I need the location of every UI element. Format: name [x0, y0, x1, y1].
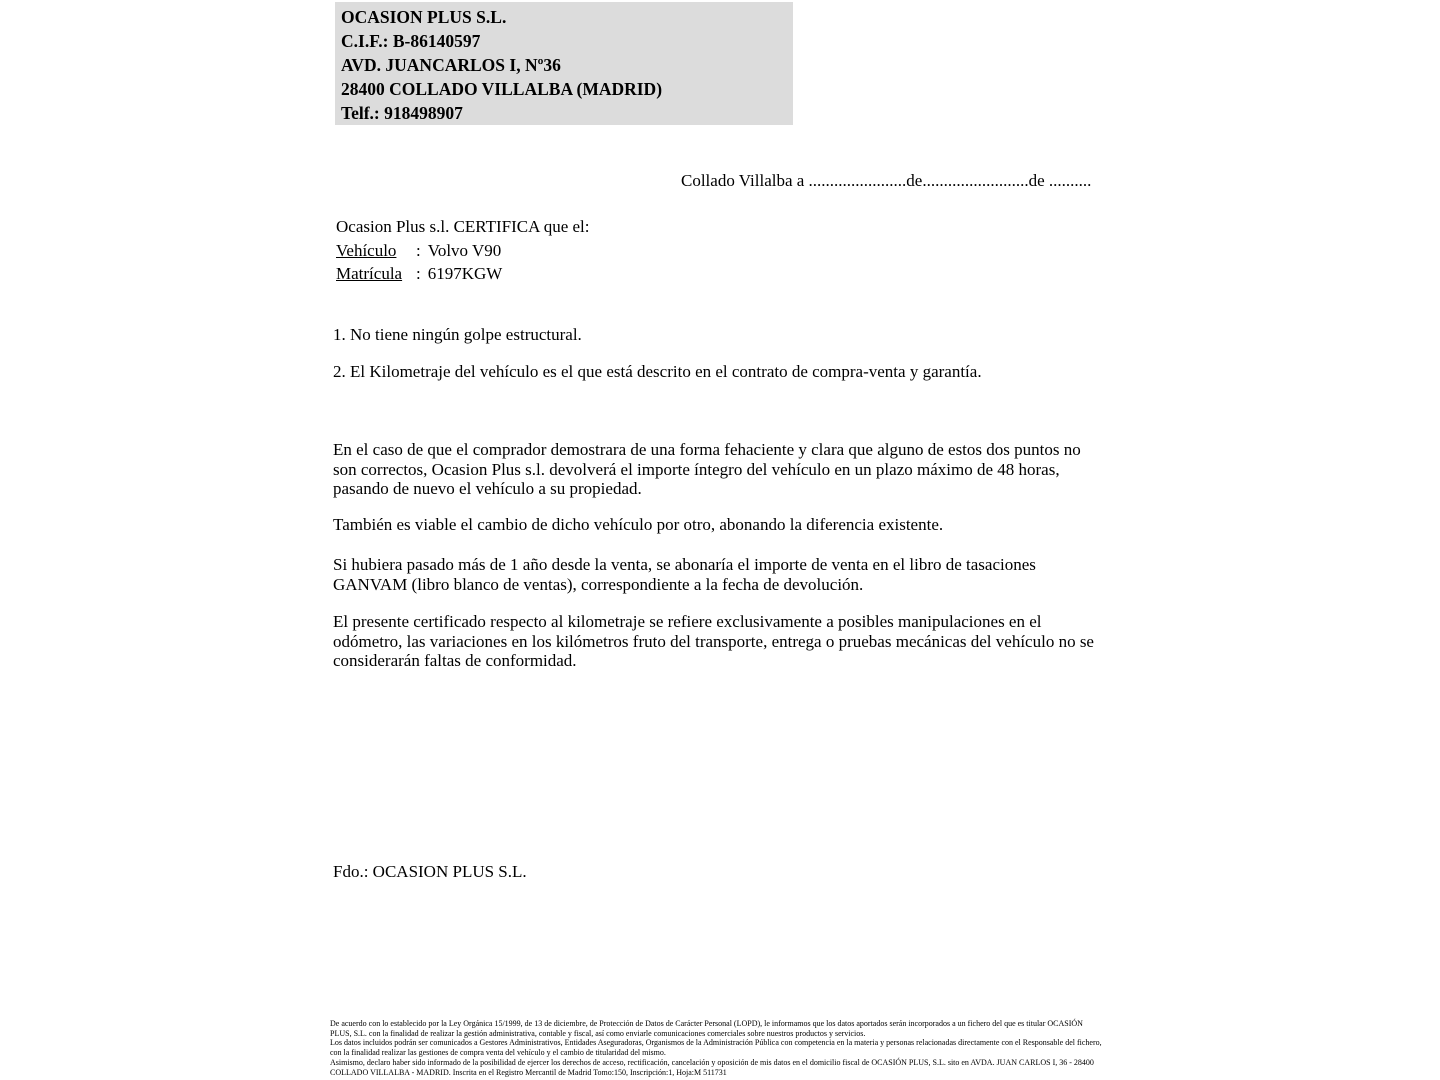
legal-paragraph-rights: Asimismo, declaro haber sido informado de la posibilidad de ejercer los derechos de acceso, rectificación, cancelación y oposición de mis datos en el domicilio fiscal de OCASIÓN PLUS, S.L. sito en AVDA. JUAN CARLOS I, 36 - 28400 COLLADO VILLALBA - MADRID. Inscrita en el Registro Mercantil de Madrid Tomo:150, Inscripción:1, Hoja:M 511731	[330, 1057, 1094, 1077]
point-structural-damage: 1. No tiene ningún golpe estructural.	[333, 325, 582, 344]
company-name: OCASION PLUS S.L.	[341, 7, 507, 27]
plate-field-row	[336, 262, 590, 286]
certify-block	[336, 215, 590, 286]
company-header-box	[335, 2, 793, 125]
plate-label: Matrícula	[336, 264, 403, 283]
paragraph-refund-guarantee: En el caso de que el comprador demostrara de una forma fehaciente y clara que alguno de estos dos puntos no son correctos, Ocasion Plus s.l. devolverá el importe íntegro del vehículo en un plazo máximo de 48 horas, pasando de nuevo el vehículo a su propiedad.	[333, 440, 1081, 498]
paragraph-odometer-disclaimer: El presente certificado respecto al kilometraje se refiere exclusivamente a posibles manipulaciones en el odómetro, las variaciones en los kilómetros fruto del transporte, entrega o pruebas mecánicas del vehículo no se considerarán faltas de conformidad.	[333, 612, 1094, 670]
vehicle-value: Volvo V90	[427, 240, 502, 260]
paragraph-vehicle-exchange: También es viable el cambio de dicho vehículo por otro, abonando la diferencia existente.	[333, 515, 944, 534]
paragraph-ganvam-valuation: Si hubiera pasado más de 1 año desde la venta, se abonaría el importe de venta en el libro de tasaciones GANVAM (libro blanco de ventas), correspondiente a la fecha de devolución.	[333, 555, 1036, 594]
legal-footer	[330, 1019, 1102, 1077]
company-phone: Telf.: 918498907	[341, 103, 463, 123]
plate-separator: :	[416, 264, 421, 283]
certify-intro: Ocasion Plus s.l. CERTIFICA que el:	[336, 217, 590, 236]
company-city: 28400 COLLADO VILLALBA (MADRID)	[341, 79, 663, 99]
legal-paragraph-data-sharing: Los datos incluidos podrán ser comunicados a Gestores Administrativos, Entidades Aseguradoras, Organismos de la Administración Pública con competencia en la materia y personas relacionadas directamente con el Responsable del fichero, con la finalidad realizar las gestiones de compra venta del vehículo y el cambio de titularidad del mismo.	[330, 1038, 1102, 1058]
legal-paragraph-lopd: De acuerdo con lo establecido por la Ley Orgánica 15/1999, de 13 de diciembre, de Protección de Datos de Carácter Personal (LOPD), le informamos que los datos aportados serán incorporados a un fichero del que es titular OCASIÓN PLUS, S.L. con la finalidad de realizar la gestión administrativa, contable y fiscal, así como enviarle comunicaciones comerciales sobre nuestros productos y servicios.	[330, 1019, 1083, 1038]
point-mileage: 2. El Kilometraje del vehículo es el que está descrito en el contrato de compra-venta y garantía.	[333, 362, 982, 381]
company-cif: C.I.F.: B-86140597	[341, 31, 481, 51]
vehicle-separator: :	[416, 240, 421, 260]
date-line: Collado Villalba a .......................de.........................de ..........	[681, 171, 1092, 190]
signature-line: Fdo.: OCASION PLUS S.L.	[333, 862, 527, 881]
plate-value: 6197KGW	[427, 264, 503, 283]
vehicle-field-row	[336, 239, 590, 263]
vehicle-label: Vehículo	[336, 240, 397, 260]
company-address: AVD. JUANCARLOS I, Nº36	[341, 55, 561, 75]
